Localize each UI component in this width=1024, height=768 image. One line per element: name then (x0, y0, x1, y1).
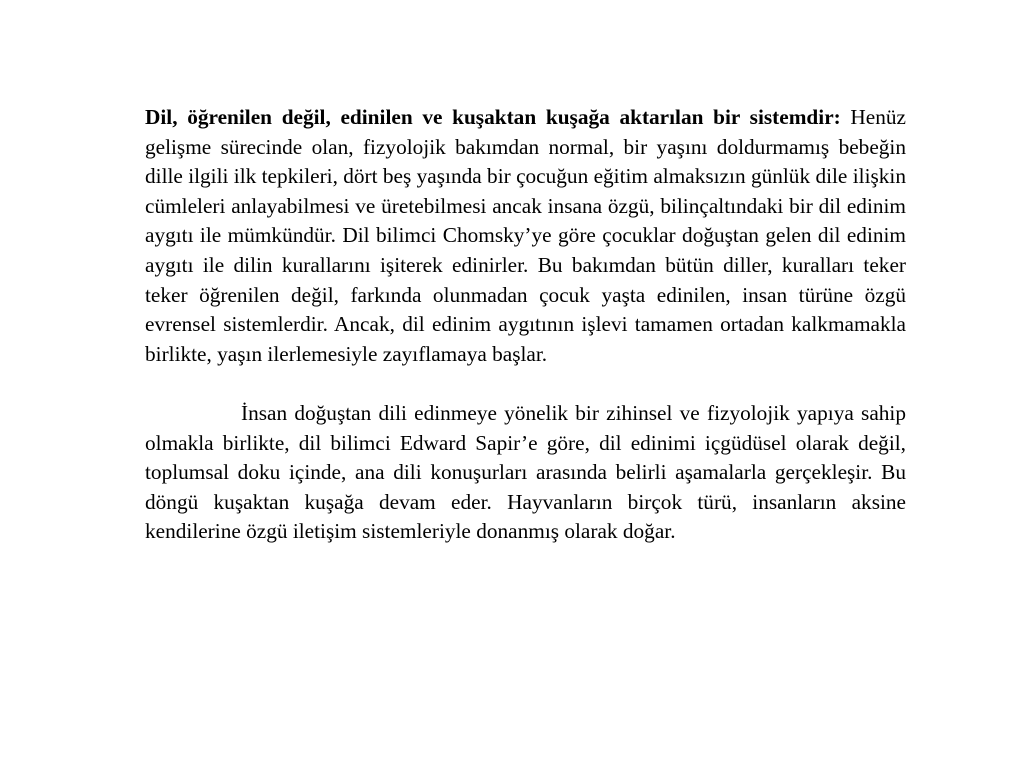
paragraph-2-body: İnsan doğuştan dili edinmeye yönelik bir zihinsel ve fizyolojik yapıya sahip olmakla birlikte, dil bilimci Edward Sapir’e göre, dil edinimi içgüdüsel olarak değil, toplumsal doku içinde, ana dili konuşurları arasında belirli aşamalarla gerçekleşir. Bu döngü kuşaktan kuşağa devam eder. Hayvanların birçok türü, insanların aksine kendilerine özgü iletişim sistemleriyle donanmış olarak doğar. (145, 400, 906, 544)
paragraph-1-lead: Dil, öğrenilen değil, edinilen ve kuşaktan kuşağa aktarılan bir sistemdir: (145, 105, 841, 129)
paragraph-1 (145, 103, 906, 369)
paragraph-1-body: Henüz gelişme sürecinde olan, fizyolojik bakımdan normal, bir yaşını doldurmamış bebeğin dille ilgili ilk tepkileri, dört beş yaşında bir çocuğun eğitim almaksızın günlük dile ilişkin cümleleri anlayabilmesi ve üretebilmesi ancak insana özgü, bilinçaltındaki bir dil edinim aygıtı ile mümkündür. Dil bilimci Chomsky’ye göre çocuklar doğuştan gelen dil edinim aygıtı ile dilin kurallarını işiterek edinirler. Bu bakımdan bütün diller, kuralları teker teker öğrenilen değil, farkında olunmadan çocuk yaşta edinilen, insan türüne özgü evrensel sistemlerdir. Ancak, dil edinim aygıtının işlevi tamamen ortadan kalkmamakla birlikte, yaşın ilerlemesiyle zayıflamaya başlar. (145, 105, 907, 366)
text-block (145, 103, 906, 547)
paragraph-2 (145, 399, 906, 547)
